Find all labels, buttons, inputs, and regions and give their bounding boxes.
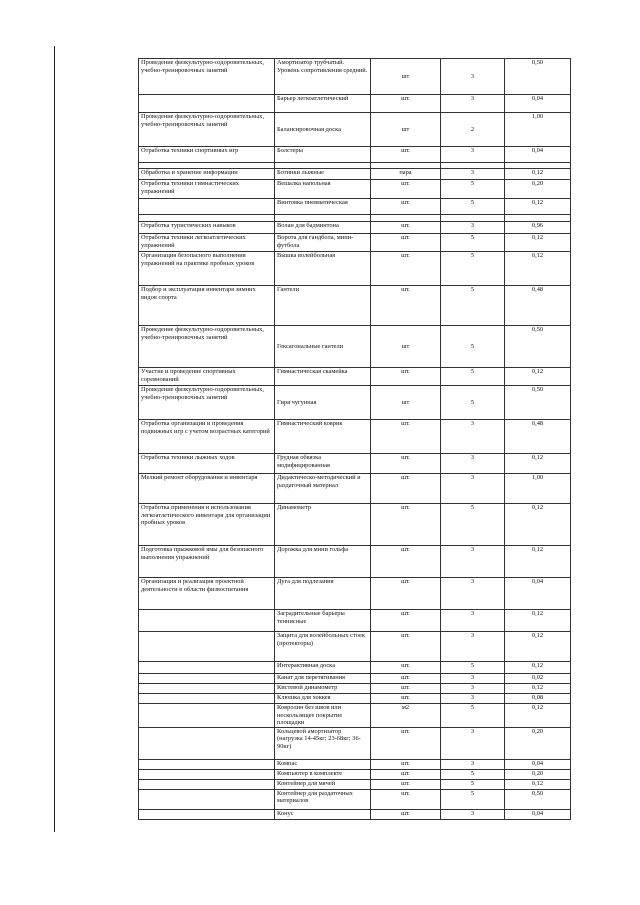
cell-purpose: Проведение физкультурно-оздоровительных, учебно-тренировочных занятий: [139, 386, 275, 420]
cell-unit: шт.: [371, 694, 441, 704]
cell-qty: 3: [441, 610, 505, 632]
cell-purpose: [139, 674, 275, 684]
cell-price: 0,12: [505, 504, 571, 546]
cell-purpose: Подготовка прыжковой ямы для безопасного выполнения упражнений: [139, 546, 275, 578]
cell-purpose: [139, 694, 275, 704]
table-row: [139, 368, 571, 386]
cell-price: 0,12: [505, 368, 571, 386]
cell-price: 1,00: [505, 113, 571, 147]
cell-qty: 3: [441, 546, 505, 578]
cell-unit: шт.: [371, 684, 441, 694]
cell-item: Ковролин без швов или нескользящее покрытие площадки: [275, 704, 371, 728]
cell-qty: 5: [441, 386, 505, 420]
cell-purpose: Участие и проведение спортивных соревнований: [139, 368, 275, 386]
cell-purpose: [139, 662, 275, 674]
cell-purpose: Отработка применения и использования легкоатлетического инвентаря для организации пробных уроков: [139, 504, 275, 546]
cell-purpose: [139, 809, 275, 819]
cell-purpose: [139, 759, 275, 769]
cell-item: Винтовка пневматическая: [275, 199, 371, 215]
cell-qty: 5: [441, 199, 505, 215]
cell-purpose: Отработка техники спортивных игр: [139, 147, 275, 163]
cell-price: 0,12: [505, 234, 571, 252]
table-row: [139, 252, 571, 286]
cell-item: Динамометр: [275, 504, 371, 546]
cell-item: Конус: [275, 809, 371, 819]
cell-price: 0,04: [505, 95, 571, 113]
cell-item: Вышка волейбольная: [275, 252, 371, 286]
cell-purpose: Отработка туристических навыков: [139, 222, 275, 234]
cell-qty: 3: [441, 632, 505, 662]
cell-unit: шт: [371, 386, 441, 420]
cell-qty: 5: [441, 368, 505, 386]
table-row: [139, 694, 571, 704]
cell-qty: 5: [441, 252, 505, 286]
cell-item: Волан для бадминтона: [275, 222, 371, 234]
cell-qty: 3: [441, 420, 505, 454]
cell-qty: 3: [441, 578, 505, 610]
table-row: [139, 386, 571, 420]
cell-purpose: Проведение физкультурно-оздоровительных, учебно-тренировочных занятий: [139, 113, 275, 147]
table-row: [139, 727, 571, 759]
cell-unit: пара: [371, 169, 441, 180]
cell-purpose: [139, 95, 275, 113]
cell-unit: шт.: [371, 662, 441, 674]
cell-item: Интерактивная доска: [275, 662, 371, 674]
cell-price: 0,04: [505, 759, 571, 769]
cell-purpose: Подбор и эксплуатация инвентаря зимних видов спорта: [139, 286, 275, 326]
cell-purpose: [139, 215, 275, 222]
cell-item: Ботинки лыжные: [275, 169, 371, 180]
cell-qty: 5: [441, 789, 505, 809]
cell-qty: 5: [441, 326, 505, 368]
cell-price: 0,96: [505, 222, 571, 234]
cell-price: 0,04: [505, 809, 571, 819]
cell-item: Канат для перетягивания: [275, 674, 371, 684]
cell-item: Гексагональные гантели: [275, 326, 371, 368]
cell-qty: 5: [441, 769, 505, 779]
cell-unit: шт.: [371, 234, 441, 252]
cell-unit: шт.: [371, 546, 441, 578]
cell-qty: 5: [441, 504, 505, 546]
cell-qty: 5: [441, 286, 505, 326]
cell-unit: шт.: [371, 420, 441, 454]
cell-price: 0,12: [505, 454, 571, 474]
cell-unit: шт.: [371, 632, 441, 662]
cell-item: Вешалка напольная: [275, 180, 371, 199]
table-row: [139, 704, 571, 728]
cell-item: Заградительные барьеры теннисные: [275, 610, 371, 632]
cell-item: Клюшка для хоккея: [275, 694, 371, 704]
cell-unit: шт.: [371, 474, 441, 504]
table-row: [139, 59, 571, 95]
cell-purpose: [139, 632, 275, 662]
cell-purpose: Отработка техники легкоатлетических упражнений: [139, 234, 275, 252]
cell-qty: 3: [441, 95, 505, 113]
cell-unit: шт: [371, 59, 441, 95]
table-row: [139, 215, 571, 222]
cell-price: 0,12: [505, 169, 571, 180]
cell-purpose: Организация и реализация проектной деятельности в области физвоспитания: [139, 578, 275, 610]
cell-item: Кистевой динамометр: [275, 684, 371, 694]
cell-qty: 5: [441, 662, 505, 674]
cell-purpose: Отработка техники гимнастических упражнений: [139, 180, 275, 199]
cell-unit: шт.: [371, 759, 441, 769]
cell-purpose: [139, 610, 275, 632]
cell-price: 0,48: [505, 420, 571, 454]
cell-item: Гимнастический коврик: [275, 420, 371, 454]
cell-item: [275, 215, 371, 222]
cell-purpose: [139, 779, 275, 789]
cell-price: 0,12: [505, 779, 571, 789]
cell-price: 0,12: [505, 704, 571, 728]
cell-unit: шт.: [371, 610, 441, 632]
cell-item: Гиря чугунная: [275, 386, 371, 420]
cell-purpose: [139, 704, 275, 728]
cell-qty: [441, 215, 505, 222]
cell-item: Гимнастическая скамейка: [275, 368, 371, 386]
table-row: [139, 199, 571, 215]
cell-qty: 2: [441, 113, 505, 147]
cell-price: 0,04: [505, 147, 571, 163]
cell-qty: 3: [441, 222, 505, 234]
cell-unit: м2: [371, 704, 441, 728]
cell-price: 0,12: [505, 684, 571, 694]
cell-qty: 3: [441, 694, 505, 704]
cell-item: Компас: [275, 759, 371, 769]
cell-unit: [371, 215, 441, 222]
cell-item: Дорожка для мини гольфа: [275, 546, 371, 578]
page-margin-line: [54, 46, 55, 832]
cell-item: Ворота для гандбола, мини-футбола: [275, 234, 371, 252]
cell-price: [505, 215, 571, 222]
cell-qty: 3: [441, 809, 505, 819]
cell-unit: шт.: [371, 779, 441, 789]
table-row: [139, 95, 571, 113]
cell-item: Компьютер в комплекте: [275, 769, 371, 779]
cell-price: 0,12: [505, 252, 571, 286]
cell-item: Болстеры: [275, 147, 371, 163]
cell-qty: 3: [441, 474, 505, 504]
table-row: [139, 662, 571, 674]
cell-unit: шт.: [371, 95, 441, 113]
cell-qty: 5: [441, 704, 505, 728]
cell-purpose: [139, 769, 275, 779]
cell-purpose: Проведение физкультурно-оздоровительных, учебно-тренировочных занятий: [139, 59, 275, 95]
cell-price: 0,20: [505, 769, 571, 779]
table-row: [139, 632, 571, 662]
cell-qty: 3: [441, 59, 505, 95]
equipment-table: [138, 58, 571, 820]
cell-unit: шт.: [371, 180, 441, 199]
cell-unit: шт.: [371, 809, 441, 819]
table-row: [139, 474, 571, 504]
table-row: [139, 610, 571, 632]
cell-purpose: Мелкий ремонт оборудования и инвентаря: [139, 474, 275, 504]
cell-unit: шт.: [371, 252, 441, 286]
table-row: [139, 169, 571, 180]
cell-item: Амортизатор трубчатый. Уровень сопротивления средний.: [275, 59, 371, 95]
table-row: [139, 454, 571, 474]
cell-qty: 3: [441, 169, 505, 180]
cell-qty: 5: [441, 779, 505, 789]
table-row: [139, 674, 571, 684]
cell-qty: 5: [441, 234, 505, 252]
cell-unit: шт.: [371, 769, 441, 779]
table-row: [139, 769, 571, 779]
cell-purpose: [139, 684, 275, 694]
cell-qty: 3: [441, 147, 505, 163]
cell-purpose: [139, 199, 275, 215]
cell-price: 0,12: [505, 546, 571, 578]
cell-unit: шт.: [371, 789, 441, 809]
cell-item: Гантели: [275, 286, 371, 326]
cell-purpose: Отработка организации и проведения подвижных игр с учетом возрастных категорий: [139, 420, 275, 454]
cell-unit: шт: [371, 113, 441, 147]
table-row: [139, 684, 571, 694]
cell-unit: шт.: [371, 147, 441, 163]
cell-price: 0,50: [505, 326, 571, 368]
table-row: [139, 789, 571, 809]
cell-price: 0,20: [505, 727, 571, 759]
cell-purpose: Организация безопасного выполнения упражнений на практике пробных уроков: [139, 252, 275, 286]
cell-item: Барьер легкоатлетический: [275, 95, 371, 113]
cell-price: 0,48: [505, 286, 571, 326]
table-row: [139, 234, 571, 252]
cell-item: Грудная обвязка модифицированная: [275, 454, 371, 474]
cell-price: 0,08: [505, 694, 571, 704]
cell-qty: 3: [441, 759, 505, 769]
table-row: [139, 504, 571, 546]
cell-price: 0,20: [505, 180, 571, 199]
cell-unit: шт.: [371, 504, 441, 546]
cell-price: 0,04: [505, 578, 571, 610]
table-row: [139, 420, 571, 454]
table-row: [139, 779, 571, 789]
table-row: [139, 809, 571, 819]
cell-qty: 3: [441, 684, 505, 694]
cell-unit: шт.: [371, 199, 441, 215]
cell-qty: 3: [441, 727, 505, 759]
cell-item: Дидактическо-методический и раздаточный материал: [275, 474, 371, 504]
table-row: [139, 180, 571, 199]
cell-price: 1,00: [505, 474, 571, 504]
cell-qty: 3: [441, 674, 505, 684]
cell-unit: шт.: [371, 578, 441, 610]
table-row: [139, 222, 571, 234]
cell-price: 0,50: [505, 386, 571, 420]
cell-price: 0,12: [505, 662, 571, 674]
table-row: [139, 546, 571, 578]
cell-unit: шт.: [371, 674, 441, 684]
cell-unit: шт.: [371, 368, 441, 386]
cell-price: 0,12: [505, 199, 571, 215]
cell-qty: 3: [441, 454, 505, 474]
cell-purpose: [139, 789, 275, 809]
cell-item: Дуга для подлезания: [275, 578, 371, 610]
cell-item: Балансировочная доска: [275, 113, 371, 147]
table-row: [139, 326, 571, 368]
cell-price: 0,50: [505, 59, 571, 95]
cell-qty: 5: [441, 180, 505, 199]
cell-price: 0,12: [505, 610, 571, 632]
cell-purpose: [139, 727, 275, 759]
cell-unit: шт: [371, 326, 441, 368]
table-row: [139, 759, 571, 769]
cell-item: Контейнер для раздаточных материалов: [275, 789, 371, 809]
cell-unit: шт.: [371, 286, 441, 326]
cell-item: Контейнер для мячей: [275, 779, 371, 789]
cell-price: 0,02: [505, 674, 571, 684]
table-row: [139, 113, 571, 147]
cell-unit: шт.: [371, 727, 441, 759]
table-row: [139, 147, 571, 163]
table-row: [139, 286, 571, 326]
cell-item: Защита для волейбольных стоек (протекторы): [275, 632, 371, 662]
equipment-table-body: [139, 59, 571, 820]
cell-item: Кольцевой амортизатор (нагрузка 14-45кг; 23-68кг; 36-90кг): [275, 727, 371, 759]
cell-price: 0,12: [505, 632, 571, 662]
cell-purpose: Отработка техники лыжных ходов: [139, 454, 275, 474]
cell-price: 0,50: [505, 789, 571, 809]
cell-unit: шт.: [371, 222, 441, 234]
cell-unit: шт.: [371, 454, 441, 474]
cell-purpose: Проведение физкультурно-оздоровительных, учебно-тренировочных занятий: [139, 326, 275, 368]
table-row: [139, 578, 571, 610]
cell-purpose: Обработка и хранение информации: [139, 169, 275, 180]
